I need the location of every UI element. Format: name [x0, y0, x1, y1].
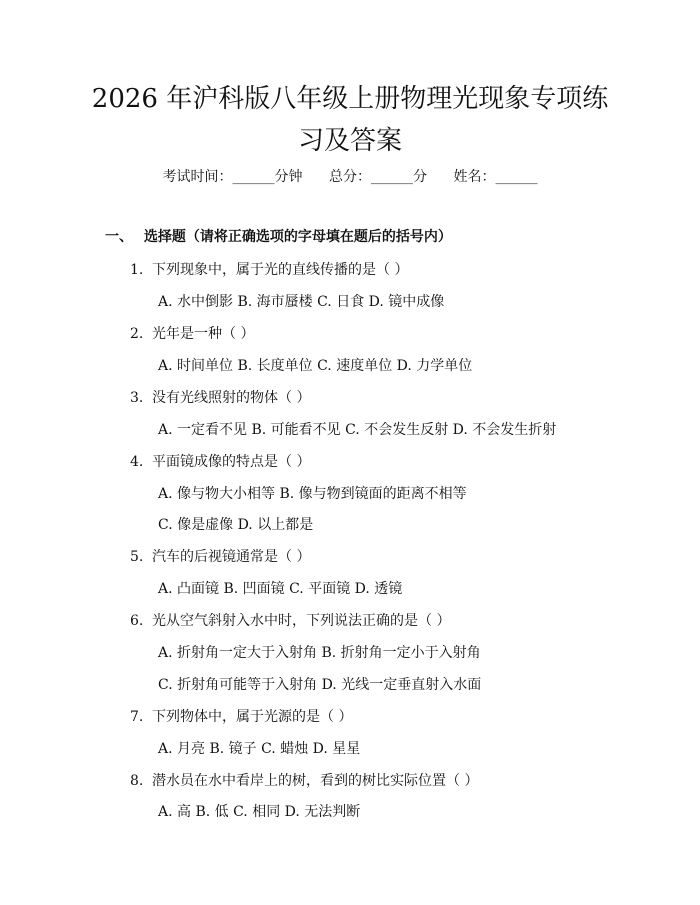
- document-title: [90, 78, 610, 162]
- question-stem: [130, 387, 310, 409]
- question-options: A. 凸面镜 B. 凹面镜 C. 平面镜 D. 透镜: [158, 581, 403, 597]
- question-text: 汽车的后视镜通常是（ ）: [152, 549, 311, 565]
- question-options: A. 一定看不见 B. 可能看不见 C. 不会发生反射 D. 不会发生折射: [158, 422, 557, 438]
- question-options: A. 水中倒影 B. 海市蜃楼 C. 日食 D. 镜中成像: [158, 294, 445, 310]
- question-text: 光从空气斜射入水中时，下列说法正确的是（ ）: [152, 613, 451, 629]
- question-options: C. 折射角可能等于入射角 D. 光线一定垂直射入水面: [158, 677, 482, 693]
- question-text: 光年是一种（ ）: [152, 326, 255, 342]
- question-stem: [130, 451, 310, 473]
- question-options: C. 像是虚像 D. 以上都是: [158, 517, 314, 533]
- question-stem: [130, 546, 310, 568]
- question-text: 没有光线照射的物体（ ）: [152, 390, 311, 406]
- question-text: 潜水员在水中看岸上的树，看到的树比实际位置（ ）: [152, 773, 479, 789]
- title-line-2: 习及答案: [297, 126, 402, 156]
- question-text: 下列物体中，属于光源的是（ ）: [152, 709, 353, 725]
- question-options: A. 月亮 B. 镜子 C. 蜡烛 D. 星星: [158, 741, 361, 757]
- question-number: 7.: [130, 709, 144, 725]
- question-stem: [130, 610, 450, 632]
- exam-time-field: 考试时间：______分钟: [162, 169, 303, 185]
- question-options: A. 折射角一定大于入射角 B. 折射角一定小于入射角: [158, 645, 481, 661]
- question-number: 5.: [130, 549, 144, 565]
- exam-meta: [0, 166, 700, 188]
- question-number: 6.: [130, 613, 144, 629]
- question-number: 8.: [130, 773, 144, 789]
- title-line-1: 2026 年沪科版八年级上册物理光现象专项练: [91, 84, 609, 114]
- section-heading: [105, 226, 452, 248]
- question-stem: [130, 259, 408, 281]
- question-text: 下列现象中，属于光的直线传播的是（ ）: [152, 262, 409, 278]
- question-stem: [130, 323, 254, 345]
- question-stem: [130, 706, 352, 728]
- question-number: 3.: [130, 390, 144, 406]
- section-title: 选择题（请将正确选项的字母填在题后的括号内）: [143, 229, 452, 245]
- question-number: 2.: [130, 326, 144, 342]
- question-number: 1.: [130, 262, 144, 278]
- section-number: 一、: [105, 229, 133, 245]
- student-name-field: 姓名：______: [453, 169, 538, 185]
- question-number: 4.: [130, 454, 144, 470]
- question-options: A. 高 B. 低 C. 相同 D. 无法判断: [158, 804, 361, 820]
- question-options: A. 时间单位 B. 长度单位 C. 速度单位 D. 力学单位: [158, 358, 473, 374]
- question-stem: [130, 770, 478, 792]
- question-text: 平面镜成像的特点是（ ）: [152, 454, 311, 470]
- question-options: A. 像与物大小相等 B. 像与物到镜面的距离不相等: [158, 486, 467, 502]
- total-score-field: 总分：______分: [329, 169, 427, 185]
